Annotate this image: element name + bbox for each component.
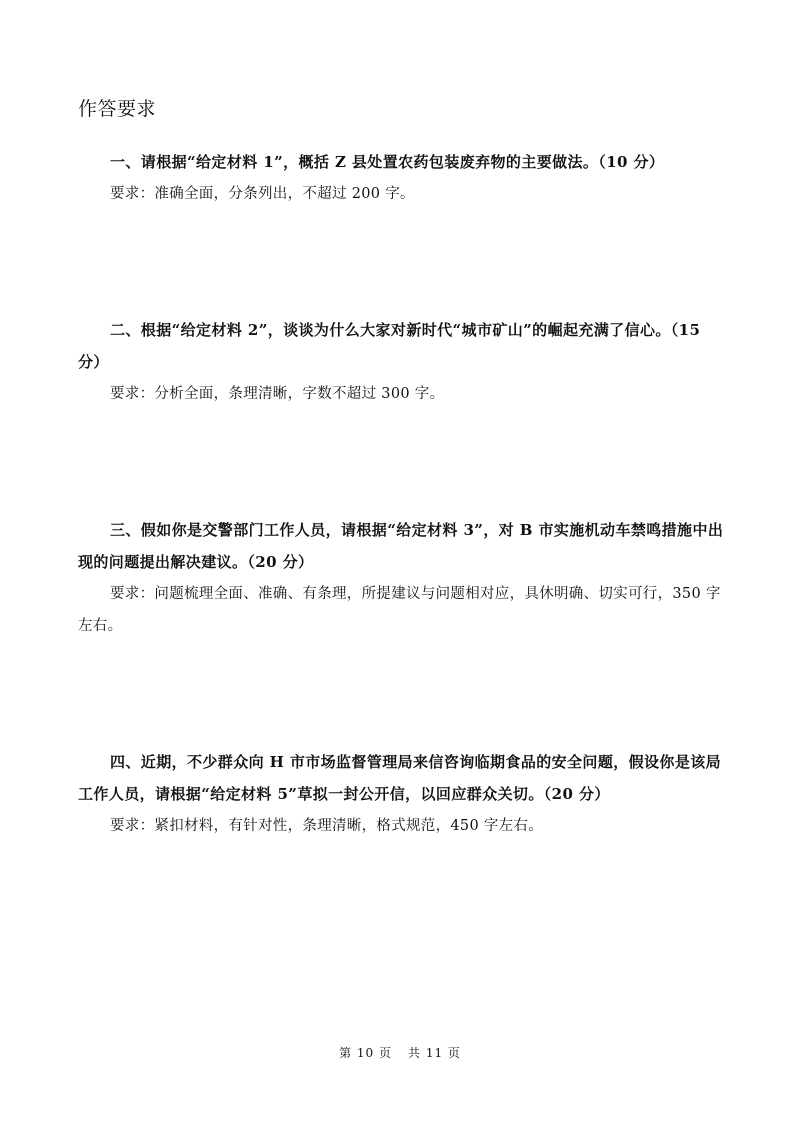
question-text: 四、近期，不少群众向 H 市市场监督管理局来信咨询临期食品的安全问题，假设你是该局工作人员，请根据“给定材料 5”草拟一封公开信，以回应群众关切。（20 分） (78, 753, 722, 803)
question-text: 一、请根据“给定材料 1”，概括 Z 县处置农药包装废弃物的主要做法。（10 分） (110, 153, 665, 171)
page-heading: 作答要求 (78, 98, 157, 120)
page-number: 第 10 页 (339, 1046, 392, 1060)
question-requirement: 要求：问题梳理全面、准确、有条理，所提建议与问题相对应，具休明确、切实可行，350 字左右。 (78, 586, 721, 634)
question-requirement: 要求：紧扣材料，有针对性，条理清晰，格式规范，450 字左右。 (110, 818, 544, 834)
question-3 (78, 514, 726, 642)
question-4 (78, 746, 726, 842)
question-1 (78, 146, 726, 210)
question-text: 三、假如你是交警部门工作人员，请根据“给定材料 3”，对 B 市实施机动车禁鸣措施中出现的问题提出解决建议。（20 分） (78, 521, 724, 571)
total-pages: 共 11 页 (408, 1046, 461, 1060)
question-requirement: 要求：准确全面，分条列出，不超过 200 字。 (110, 186, 415, 202)
page-footer (0, 1044, 800, 1061)
question-2 (78, 314, 726, 410)
question-text: 二、根据“给定材料 2”，谈谈为什么大家对新时代“城市矿山”的崛起充满了信心。（15 分） (78, 321, 701, 371)
question-requirement: 要求：分析全面，条理清晰，字数不超过 300 字。 (110, 386, 445, 402)
